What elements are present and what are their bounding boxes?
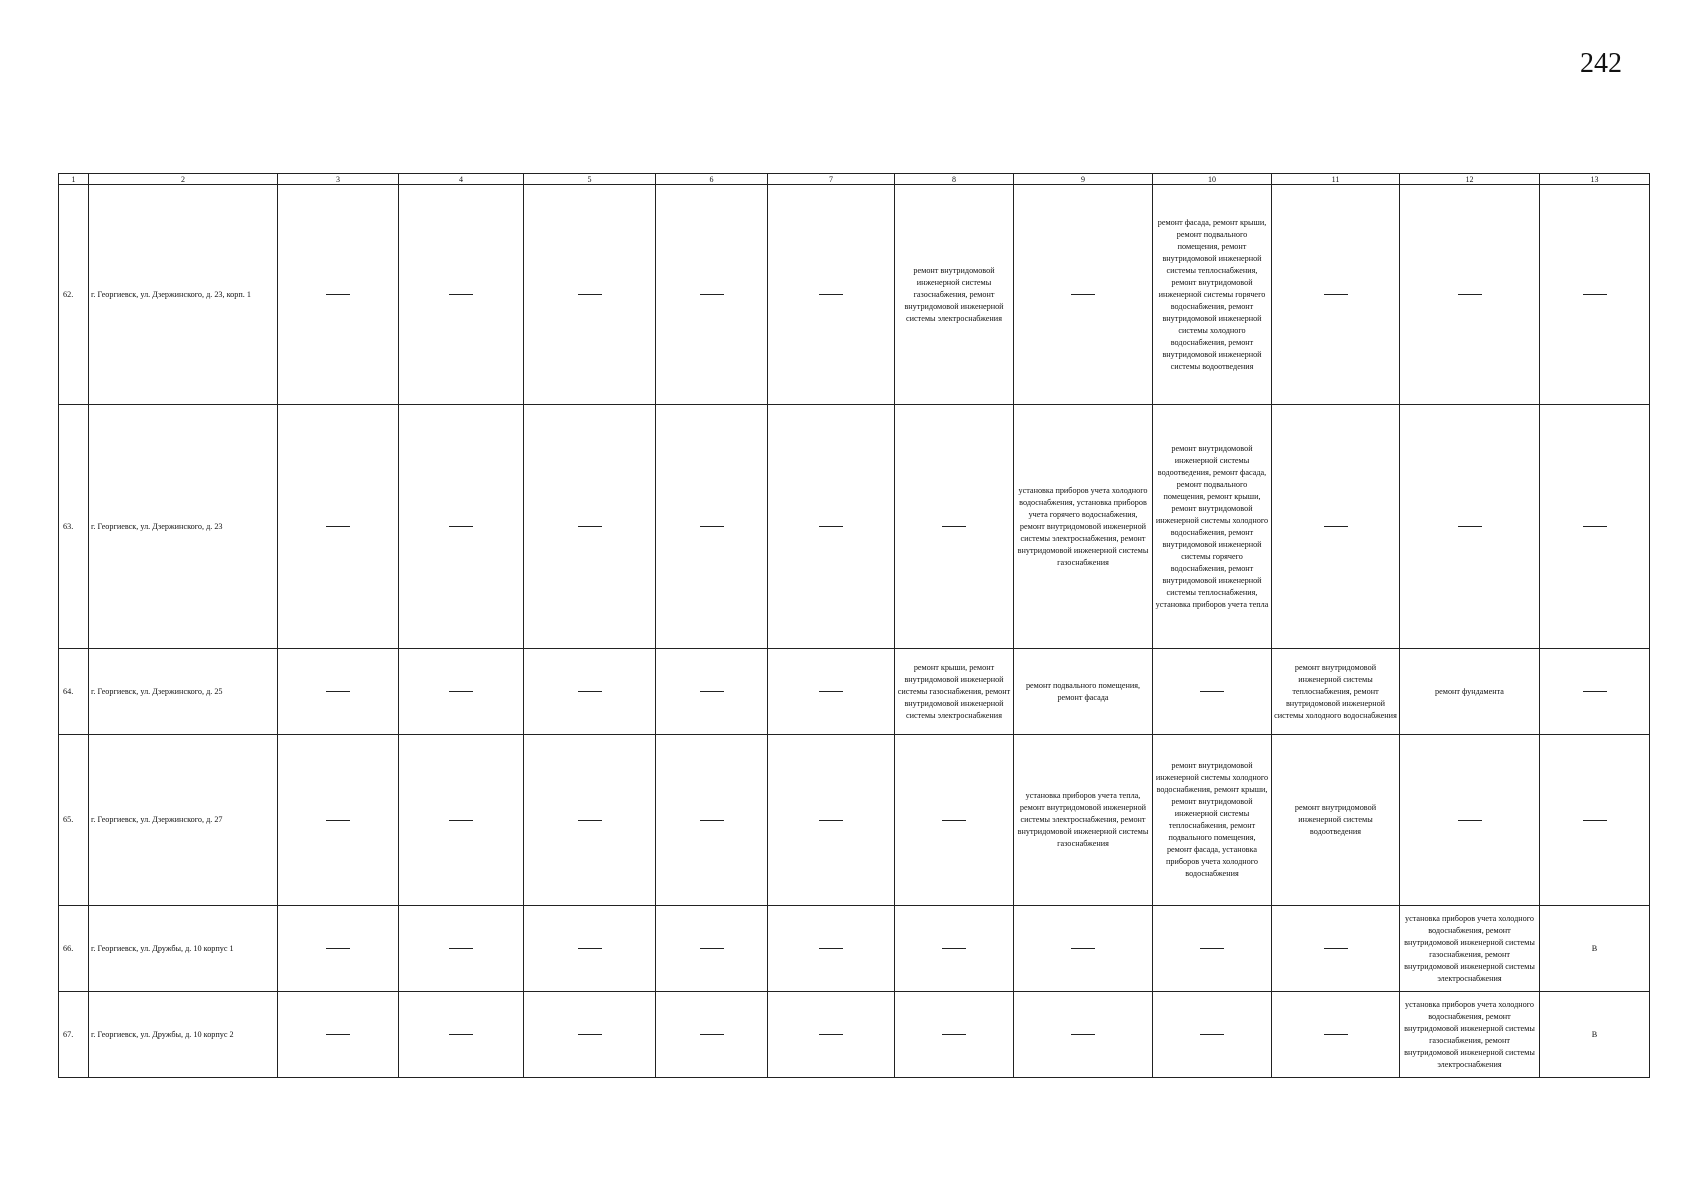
empty-dash-cell [1272, 185, 1400, 405]
dash-mark [578, 820, 602, 821]
dash-mark [1583, 691, 1607, 692]
empty-dash-cell [399, 185, 524, 405]
empty-dash-cell [768, 405, 895, 649]
address-cell: г. Георгиевск, ул. Дзержинского, д. 23 [89, 405, 278, 649]
dash-mark [700, 691, 724, 692]
dash-mark [578, 1034, 602, 1035]
dash-mark [700, 526, 724, 527]
column-header: 6 [656, 174, 768, 185]
empty-dash-cell [278, 649, 399, 735]
table-row [59, 405, 1650, 649]
empty-dash-cell [278, 735, 399, 906]
table-row [59, 992, 1650, 1078]
dash-mark [819, 294, 843, 295]
dash-mark [1458, 526, 1482, 527]
dash-mark [1324, 294, 1348, 295]
dash-mark [326, 526, 350, 527]
empty-dash-cell [524, 185, 656, 405]
dash-mark [449, 820, 473, 821]
dash-mark [819, 820, 843, 821]
column-number-row [59, 174, 1650, 185]
empty-dash-cell [1014, 906, 1153, 992]
empty-dash-cell [278, 405, 399, 649]
dash-mark [1200, 1034, 1224, 1035]
table-row [59, 906, 1650, 992]
column-header: 2 [89, 174, 278, 185]
empty-dash-cell [895, 735, 1014, 906]
table-row [59, 649, 1650, 735]
empty-dash-cell [768, 906, 895, 992]
address-cell: г. Георгиевск, ул. Дружбы, д. 10 корпус 1 [89, 906, 278, 992]
dash-mark [326, 948, 350, 949]
empty-dash-cell [1540, 735, 1650, 906]
dash-mark [700, 820, 724, 821]
empty-dash-cell [1400, 185, 1540, 405]
empty-dash-cell [895, 992, 1014, 1078]
empty-dash-cell [1272, 405, 1400, 649]
dash-mark [1324, 1034, 1348, 1035]
dash-mark [1071, 1034, 1095, 1035]
empty-dash-cell [1540, 649, 1650, 735]
empty-dash-cell [399, 906, 524, 992]
column-header: 9 [1014, 174, 1153, 185]
work-type-cell: ремонт подвального помещения, ремонт фасада [1014, 649, 1153, 735]
empty-dash-cell [399, 405, 524, 649]
dash-mark [700, 1034, 724, 1035]
empty-dash-cell [524, 405, 656, 649]
dash-mark [1200, 691, 1224, 692]
empty-dash-cell [278, 185, 399, 405]
row-number: 63. [59, 405, 89, 649]
dash-mark [449, 948, 473, 949]
address-cell: г. Георгиевск, ул. Дзержинского, д. 25 [89, 649, 278, 735]
dash-mark [578, 526, 602, 527]
work-type-cell: ремонт внутридомовой инженерной системы теплоснабжения, ремонт внутридомовой инженерной системы холодного водоснабжения [1272, 649, 1400, 735]
column-header: 3 [278, 174, 399, 185]
dash-mark [942, 526, 966, 527]
dash-mark [449, 294, 473, 295]
dash-mark [1458, 294, 1482, 295]
dash-mark [942, 820, 966, 821]
work-type-cell: В [1540, 992, 1650, 1078]
dash-mark [942, 1034, 966, 1035]
empty-dash-cell [1014, 185, 1153, 405]
page-number: 242 [1580, 48, 1622, 79]
dash-mark [578, 948, 602, 949]
empty-dash-cell [656, 185, 768, 405]
dash-mark [578, 294, 602, 295]
work-type-cell: ремонт фундамента [1400, 649, 1540, 735]
empty-dash-cell [1272, 906, 1400, 992]
empty-dash-cell [656, 649, 768, 735]
row-number: 62. [59, 185, 89, 405]
work-type-cell: В [1540, 906, 1650, 992]
dash-mark [1583, 526, 1607, 527]
row-number: 65. [59, 735, 89, 906]
column-header: 1 [59, 174, 89, 185]
column-header: 7 [768, 174, 895, 185]
column-header: 13 [1540, 174, 1650, 185]
table-body [59, 174, 1650, 1078]
empty-dash-cell [656, 906, 768, 992]
dash-mark [1583, 294, 1607, 295]
dash-mark [819, 1034, 843, 1035]
dash-mark [326, 1034, 350, 1035]
empty-dash-cell [1153, 649, 1272, 735]
work-type-cell: ремонт внутридомовой инженерной системы газоснабжения, ремонт внутридомовой инженерной системы электроснабжения [895, 185, 1014, 405]
empty-dash-cell [656, 735, 768, 906]
dash-mark [326, 691, 350, 692]
empty-dash-cell [656, 405, 768, 649]
column-header: 8 [895, 174, 1014, 185]
empty-dash-cell [768, 649, 895, 735]
empty-dash-cell [895, 906, 1014, 992]
work-type-cell: установка приборов учета холодного водоснабжения, ремонт внутридомовой инженерной системы газоснабжения, ремонт внутридомовой инженерной системы электроснабжения [1400, 906, 1540, 992]
work-type-cell: ремонт фасада, ремонт крыши, ремонт подвального помещения, ремонт внутридомовой инженерной системы теплоснабжения, ремонт внутридомовой инженерной системы горячего водоснабжения, ремонт внутридомовой инженерной системы холодного водоснабжения, ремонт внутридомовой инженерной системы водоотведения [1153, 185, 1272, 405]
work-type-cell: установка приборов учета холодного водоснабжения, ремонт внутридомовой инженерной системы газоснабжения, ремонт внутридомовой инженерной системы электроснабжения [1400, 992, 1540, 1078]
empty-dash-cell [1272, 992, 1400, 1078]
work-type-cell: установка приборов учета тепла, ремонт внутридомовой инженерной системы электроснабжения, ремонт внутридомовой инженерной системы газоснабжения [1014, 735, 1153, 906]
table-row [59, 735, 1650, 906]
empty-dash-cell [768, 735, 895, 906]
dash-mark [1324, 948, 1348, 949]
empty-dash-cell [1540, 405, 1650, 649]
empty-dash-cell [1014, 992, 1153, 1078]
empty-dash-cell [399, 649, 524, 735]
table-row [59, 185, 1650, 405]
work-type-cell: ремонт внутридомовой инженерной системы холодного водоснабжения, ремонт крыши, ремонт внутридомовой инженерной системы теплоснабжения, ремонт подвального помещения, ремонт фасада, установка приборов учета холодного водоснабжения [1153, 735, 1272, 906]
dash-mark [1071, 948, 1095, 949]
empty-dash-cell [768, 185, 895, 405]
dash-mark [1324, 526, 1348, 527]
address-cell: г. Георгиевск, ул. Дзержинского, д. 23, корп. 1 [89, 185, 278, 405]
dash-mark [1583, 820, 1607, 821]
empty-dash-cell [399, 735, 524, 906]
dash-mark [1458, 820, 1482, 821]
empty-dash-cell [278, 992, 399, 1078]
dash-mark [1200, 948, 1224, 949]
dash-mark [700, 948, 724, 949]
work-type-cell: ремонт крыши, ремонт внутридомовой инженерной системы газоснабжения, ремонт внутридомовой инженерной системы электроснабжения [895, 649, 1014, 735]
work-type-cell: ремонт внутридомовой инженерной системы водоотведения [1272, 735, 1400, 906]
column-header: 11 [1272, 174, 1400, 185]
dash-mark [700, 294, 724, 295]
empty-dash-cell [278, 906, 399, 992]
address-cell: г. Георгиевск, ул. Дружбы, д. 10 корпус 2 [89, 992, 278, 1078]
empty-dash-cell [524, 649, 656, 735]
empty-dash-cell [1153, 992, 1272, 1078]
dash-mark [942, 948, 966, 949]
work-type-cell: ремонт внутридомовой инженерной системы водоотведения, ремонт фасада, ремонт подвального помещения, ремонт крыши, ремонт внутридомовой инженерной системы холодного водоснабжения, ремонт внутридомовой инженерной системы горячего водоснабжения, ремонт внутридомовой инженерной системы теплоснабжения, установка приборов учета тепла [1153, 405, 1272, 649]
dash-mark [449, 526, 473, 527]
dash-mark [326, 294, 350, 295]
dash-mark [819, 948, 843, 949]
dash-mark [1071, 294, 1095, 295]
work-type-cell: установка приборов учета холодного водоснабжения, установка приборов учета горячего водоснабжения, ремонт внутридомовой инженерной системы электроснабжения, ремонт внутридомовой инженерной системы газоснабжения [1014, 405, 1153, 649]
empty-dash-cell [895, 405, 1014, 649]
address-cell: г. Георгиевск, ул. Дзержинского, д. 27 [89, 735, 278, 906]
dash-mark [449, 691, 473, 692]
dash-mark [326, 820, 350, 821]
row-number: 64. [59, 649, 89, 735]
empty-dash-cell [524, 906, 656, 992]
empty-dash-cell [1400, 405, 1540, 649]
dash-mark [578, 691, 602, 692]
column-header: 10 [1153, 174, 1272, 185]
empty-dash-cell [524, 992, 656, 1078]
column-header: 4 [399, 174, 524, 185]
dash-mark [449, 1034, 473, 1035]
empty-dash-cell [524, 735, 656, 906]
column-header: 5 [524, 174, 656, 185]
dash-mark [819, 526, 843, 527]
empty-dash-cell [1400, 735, 1540, 906]
empty-dash-cell [1153, 906, 1272, 992]
repair-schedule-table [58, 173, 1650, 1078]
empty-dash-cell [656, 992, 768, 1078]
empty-dash-cell [1540, 185, 1650, 405]
empty-dash-cell [768, 992, 895, 1078]
empty-dash-cell [399, 992, 524, 1078]
row-number: 67. [59, 992, 89, 1078]
row-number: 66. [59, 906, 89, 992]
dash-mark [819, 691, 843, 692]
column-header: 12 [1400, 174, 1540, 185]
